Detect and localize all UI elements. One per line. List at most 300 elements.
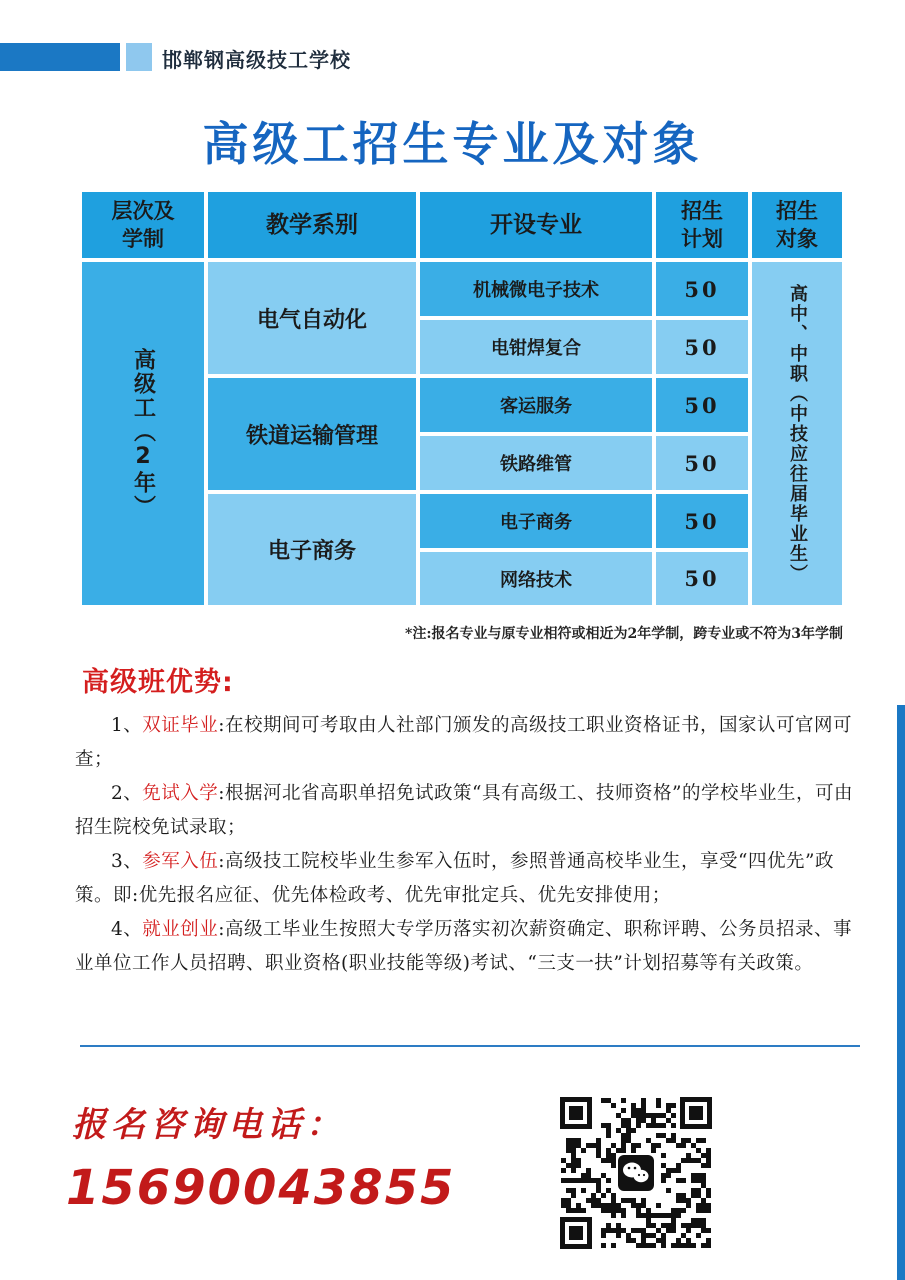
qr-module (706, 1148, 711, 1153)
qr-module (621, 1098, 626, 1103)
qr-module (646, 1213, 651, 1218)
qr-module (656, 1228, 661, 1233)
qr-module (681, 1158, 686, 1163)
qr-module (631, 1203, 636, 1208)
qr-module (656, 1133, 661, 1138)
qr-module (656, 1203, 661, 1208)
qr-module (631, 1148, 636, 1153)
qr-module (696, 1138, 701, 1143)
qr-module (701, 1198, 706, 1203)
major-cell: 铁路维管 (418, 434, 654, 492)
qr-module (566, 1143, 571, 1148)
qr-module (626, 1198, 631, 1203)
qr-module (706, 1163, 711, 1168)
qr-module (586, 1143, 591, 1148)
qr-module (661, 1223, 666, 1228)
qr-module (671, 1213, 676, 1218)
qr-module (691, 1143, 696, 1148)
qr-module (596, 1188, 601, 1193)
header-target (750, 190, 844, 260)
qr-module (636, 1123, 641, 1128)
qr-module (701, 1203, 706, 1208)
qr-module (686, 1158, 691, 1163)
qr-module (631, 1128, 636, 1133)
qr-module (606, 1128, 611, 1133)
qr-module (571, 1168, 576, 1173)
qr-module (666, 1213, 671, 1218)
qr-module (666, 1108, 671, 1113)
qr-module (571, 1153, 576, 1158)
qr-module (611, 1153, 616, 1158)
qr-module (626, 1128, 631, 1133)
qr-module (591, 1193, 596, 1198)
qr-module (676, 1198, 681, 1203)
qr-module (621, 1138, 626, 1143)
header-level (80, 190, 206, 260)
qr-module (621, 1123, 626, 1128)
qr-module (621, 1213, 626, 1218)
qr-module (601, 1158, 606, 1163)
qr-module (651, 1143, 656, 1148)
qr-module (651, 1233, 656, 1238)
qr-module (591, 1198, 596, 1203)
contact-phone[interactable]: 15690043855 (66, 1160, 456, 1216)
qr-module (681, 1233, 686, 1238)
qr-module (681, 1208, 686, 1213)
qr-module (621, 1228, 626, 1233)
qr-module (696, 1188, 701, 1193)
header-target-line2: 对象 (776, 227, 818, 251)
qr-module (681, 1223, 686, 1228)
qr-module (706, 1243, 711, 1248)
qr-module (581, 1148, 586, 1153)
qr-module (636, 1228, 641, 1233)
qr-module (596, 1198, 601, 1203)
item-keyword: 就业创业 (142, 919, 219, 940)
qr-module (691, 1188, 696, 1193)
qr-module (671, 1103, 676, 1108)
qr-module (626, 1138, 631, 1143)
qr-module (666, 1228, 671, 1233)
side-accent-bar (897, 705, 905, 1280)
qr-module (691, 1178, 696, 1183)
header-level-line1: 层次及 (111, 199, 175, 223)
qr-module (591, 1143, 596, 1148)
qr-module (601, 1193, 606, 1198)
qr-module (661, 1233, 666, 1238)
qr-module (606, 1178, 611, 1183)
qr-module (691, 1243, 696, 1248)
qr-module (686, 1223, 691, 1228)
header-bar (0, 43, 120, 71)
item-keyword: 参军入伍 (142, 851, 219, 872)
advantages-list (75, 709, 865, 981)
qr-module (701, 1153, 706, 1158)
qr-module (561, 1158, 566, 1163)
qr-module (616, 1228, 621, 1233)
qr-module (631, 1103, 636, 1108)
qr-module (641, 1233, 646, 1238)
qr-module (706, 1203, 711, 1208)
qr-module (606, 1123, 611, 1128)
qr-module (626, 1118, 631, 1123)
qr-module (566, 1163, 571, 1168)
qr-module (636, 1208, 641, 1213)
qr-module (651, 1118, 656, 1123)
qr-module (631, 1108, 636, 1113)
qr-module (656, 1213, 661, 1218)
qr-module (671, 1133, 676, 1138)
qr-module (646, 1233, 651, 1238)
qr-module (631, 1228, 636, 1233)
qr-module (666, 1173, 671, 1178)
qr-module (656, 1098, 661, 1103)
qr-module (596, 1203, 601, 1208)
qr-module (656, 1238, 661, 1243)
list-item (75, 709, 865, 777)
qr-module (601, 1233, 606, 1238)
qr-module (606, 1148, 611, 1153)
qr-module (611, 1143, 616, 1148)
qr-module (616, 1223, 621, 1228)
qr-module (571, 1178, 576, 1183)
qr-module (646, 1223, 651, 1228)
qr-module (696, 1233, 701, 1238)
qr-module (626, 1133, 631, 1138)
admissions-table (80, 190, 844, 607)
qr-module (561, 1168, 566, 1173)
school-name: 邯郸钢高级技工学校 (162, 48, 351, 72)
qr-module (616, 1233, 621, 1238)
qr-module (606, 1188, 611, 1193)
qr-module (691, 1173, 696, 1178)
qr-module (636, 1113, 641, 1118)
qr-module (701, 1173, 706, 1178)
qr-module (701, 1218, 706, 1223)
item-number: 4、 (111, 919, 143, 940)
plan-cell: 50 (654, 492, 750, 550)
item-keyword: 免试入学 (142, 783, 219, 804)
department-cell: 电子商务 (206, 492, 418, 607)
qr-module (661, 1238, 666, 1243)
qr-module (656, 1103, 661, 1108)
item-keyword: 双证毕业 (142, 715, 219, 736)
qr-module (626, 1123, 631, 1128)
qr-module (581, 1188, 586, 1193)
qr-module (706, 1208, 711, 1213)
qr-module (671, 1208, 676, 1213)
qr-module (576, 1163, 581, 1168)
qr-module (571, 1148, 576, 1153)
qr-module (691, 1158, 696, 1163)
qr-module (676, 1178, 681, 1183)
qr-module (621, 1118, 626, 1123)
header-bar-accent (126, 43, 152, 71)
qr-module (571, 1163, 576, 1168)
qr-module (596, 1138, 601, 1143)
qr-module (601, 1098, 606, 1103)
qr-module (611, 1203, 616, 1208)
qr-module (661, 1113, 666, 1118)
qr-module (636, 1243, 641, 1248)
qr-module (606, 1098, 611, 1103)
header-plan-line2: 计划 (681, 227, 723, 251)
qr-module (601, 1208, 606, 1213)
qr-module (701, 1223, 706, 1228)
qr-module (666, 1103, 671, 1108)
qr-module (676, 1168, 681, 1173)
qr-module (566, 1138, 571, 1143)
qr-module (646, 1208, 651, 1213)
qr-module (661, 1173, 666, 1178)
qr-module (561, 1198, 566, 1203)
qr-module (621, 1143, 626, 1148)
qr-module (706, 1193, 711, 1198)
qr-module (676, 1213, 681, 1218)
qr-module (681, 1143, 686, 1148)
qr-module (606, 1133, 611, 1138)
qr-module (661, 1178, 666, 1183)
major-cell: 客运服务 (418, 376, 654, 434)
qr-module (656, 1123, 661, 1128)
qr-module (571, 1188, 576, 1193)
qr-module (641, 1238, 646, 1243)
qr-module (641, 1203, 646, 1208)
qr-module (701, 1228, 706, 1233)
qr-module (581, 1208, 586, 1213)
wechat-icon (618, 1155, 654, 1191)
qr-module (576, 1138, 581, 1143)
qr-module (611, 1163, 616, 1168)
qr-module (581, 1178, 586, 1183)
qr-module (696, 1173, 701, 1178)
major-cell: 电钳焊复合 (418, 318, 654, 376)
qr-module (636, 1203, 641, 1208)
qr-module (666, 1168, 671, 1173)
qr-module (641, 1228, 646, 1233)
major-cell: 网络技术 (418, 550, 654, 607)
qr-module (681, 1138, 686, 1143)
qr-module (706, 1158, 711, 1163)
qr-module (621, 1133, 626, 1138)
qr-module (561, 1178, 566, 1183)
qr-module (706, 1153, 711, 1158)
qr-module (671, 1138, 676, 1143)
qr-module (681, 1198, 686, 1203)
item-text: :高级工毕业生按照大专学历落实初次薪资确定、职称评聘、公务员招录、事业单位工作人员招聘、职业资格(职业技能等级)考试、“三支一扶”计划招募等有关政策。 (75, 919, 853, 974)
qr-module (656, 1143, 661, 1148)
item-text: :在校期间可考取由人社部门颁发的高级技工职业资格证书，国家认可官网可查； (75, 715, 853, 770)
qr-module (611, 1228, 616, 1233)
qr-module (571, 1158, 576, 1163)
header-level-line2: 学制 (122, 227, 164, 251)
qr-module (661, 1213, 666, 1218)
list-item (75, 913, 865, 981)
qr-module (586, 1173, 591, 1178)
qr-module (676, 1143, 681, 1148)
qr-module (596, 1143, 601, 1148)
qr-module (646, 1138, 651, 1143)
qr-module (641, 1118, 646, 1123)
qr-module (691, 1223, 696, 1228)
qr-module (661, 1133, 666, 1138)
qr-module (596, 1183, 601, 1188)
qr-module (646, 1243, 651, 1248)
qr-module (696, 1193, 701, 1198)
qr-module (576, 1178, 581, 1183)
qr-module (596, 1178, 601, 1183)
header-plan-line1: 招生 (681, 199, 723, 223)
qr-module (651, 1148, 656, 1153)
qr-module (651, 1223, 656, 1228)
department-cell: 电气自动化 (206, 260, 418, 376)
qr-module (686, 1138, 691, 1143)
qr-module (691, 1193, 696, 1198)
qr-module (651, 1243, 656, 1248)
qr-module (651, 1213, 656, 1218)
plan-cell: 50 (654, 550, 750, 607)
qr-module (661, 1123, 666, 1128)
qr-module (616, 1208, 621, 1213)
qr-module (686, 1238, 691, 1243)
qr-module (601, 1228, 606, 1233)
qr-module (566, 1178, 571, 1183)
qr-module (611, 1193, 616, 1198)
qr-module (681, 1193, 686, 1198)
qr-module (636, 1108, 641, 1113)
qr-module (606, 1153, 611, 1158)
qr-module (671, 1228, 676, 1233)
qr-module (616, 1113, 621, 1118)
qr-module (701, 1183, 706, 1188)
qr-module (611, 1198, 616, 1203)
qr-module (636, 1213, 641, 1218)
qr-module (631, 1238, 636, 1243)
qr-module (671, 1123, 676, 1128)
qr-module (586, 1178, 591, 1183)
header-target-line1: 招生 (776, 199, 818, 223)
qr-module (621, 1198, 626, 1203)
qr-module (686, 1243, 691, 1248)
header-major: 开设专业 (418, 190, 654, 260)
qr-module (611, 1213, 616, 1218)
qr-module (631, 1113, 636, 1118)
plan-cell: 50 (654, 260, 750, 318)
qr-finder-bottom-left (560, 1217, 592, 1249)
qr-module (571, 1138, 576, 1143)
qr-module (651, 1113, 656, 1118)
department-cell: 铁道运输管理 (206, 376, 418, 492)
qr-module (676, 1208, 681, 1213)
qr-module (666, 1138, 671, 1143)
qr-module (626, 1238, 631, 1243)
level-cell (80, 260, 206, 607)
table-note: *注:报名专业与原专业相符或相近为2年学制，跨专业或不符为3年学制 (405, 626, 843, 642)
item-number: 3、 (111, 851, 143, 872)
qr-module (596, 1153, 601, 1158)
qr-module (596, 1148, 601, 1153)
qr-module (706, 1188, 711, 1193)
qr-module (686, 1228, 691, 1233)
qr-module (671, 1223, 676, 1228)
qr-module (656, 1113, 661, 1118)
qr-module (701, 1243, 706, 1248)
qr-finder-top-right (680, 1097, 712, 1129)
qr-module (621, 1108, 626, 1113)
header-department: 教学系别 (206, 190, 418, 260)
qr-module (616, 1203, 621, 1208)
qr-module (701, 1163, 706, 1168)
qr-module (706, 1228, 711, 1233)
qr-module (601, 1203, 606, 1208)
item-number: 1、 (111, 715, 143, 736)
qr-module (681, 1243, 686, 1248)
qr-module (611, 1103, 616, 1108)
qr-module (666, 1118, 671, 1123)
qr-module (691, 1218, 696, 1223)
qr-module (576, 1158, 581, 1163)
qr-finder-top-left (560, 1097, 592, 1129)
list-item (75, 845, 865, 913)
qr-module (701, 1208, 706, 1213)
qr-module (601, 1173, 606, 1178)
qr-module (591, 1203, 596, 1208)
qr-module (571, 1208, 576, 1213)
qr-module (681, 1178, 686, 1183)
qr-module (591, 1178, 596, 1183)
qr-module (601, 1123, 606, 1128)
qr-module (651, 1123, 656, 1128)
header-plan (654, 190, 750, 260)
target-text: 高中、中职（中技应往届毕业生） (787, 283, 808, 584)
qr-module (686, 1198, 691, 1203)
qr-module (661, 1243, 666, 1248)
qr-module (646, 1218, 651, 1223)
qr-module (586, 1198, 591, 1203)
qr-module (576, 1143, 581, 1148)
qr-module (566, 1208, 571, 1213)
qr-module (636, 1143, 641, 1148)
qr-module (621, 1148, 626, 1153)
qr-module (616, 1128, 621, 1133)
qr-module (696, 1148, 701, 1153)
qr-module (676, 1193, 681, 1198)
advantages-title: 高级班优势: (82, 667, 234, 698)
qr-module (626, 1233, 631, 1238)
qr-code[interactable] (556, 1093, 716, 1253)
qr-module (696, 1223, 701, 1228)
qr-module (571, 1143, 576, 1148)
qr-module (611, 1208, 616, 1213)
qr-module (606, 1203, 611, 1208)
qr-module (561, 1203, 566, 1208)
major-cell: 机械微电子技术 (418, 260, 654, 318)
qr-module (701, 1178, 706, 1183)
qr-module (641, 1103, 646, 1108)
qr-module (611, 1158, 616, 1163)
qr-module (581, 1173, 586, 1178)
qr-module (696, 1208, 701, 1213)
qr-module (641, 1243, 646, 1248)
qr-module (646, 1123, 651, 1128)
qr-module (606, 1208, 611, 1213)
qr-module (671, 1168, 676, 1173)
list-item (75, 777, 865, 845)
qr-module (636, 1118, 641, 1123)
qr-module (671, 1243, 676, 1248)
qr-module (646, 1113, 651, 1118)
qr-module (601, 1243, 606, 1248)
